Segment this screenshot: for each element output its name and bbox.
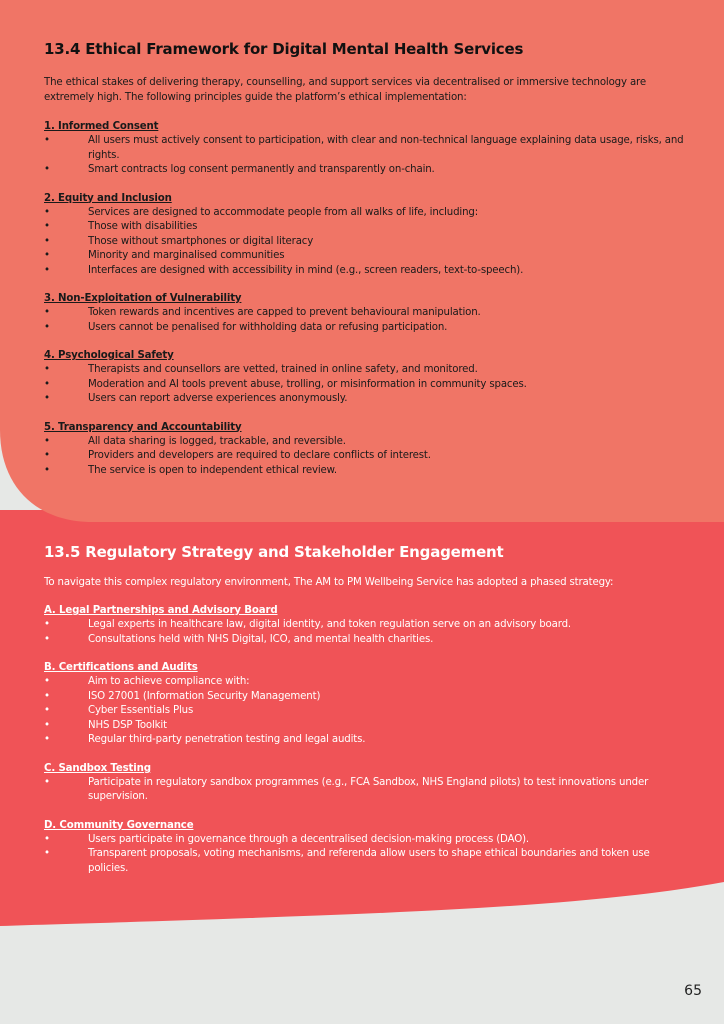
list-item: • NHS DSP Toolkit (44, 719, 684, 734)
list-item: • Users cannot be penalised for withholding data or refusing participation. (44, 321, 684, 336)
list-item: • Users participate in governance through a decentralised decision-making process (DAO). (44, 833, 684, 848)
principle-block (44, 292, 684, 335)
strategy-block (44, 762, 684, 805)
list-item: • Users can report adverse experiences anonymously. (44, 392, 684, 407)
principle-block (44, 120, 684, 178)
list-item: • ISO 27001 (Information Security Management) (44, 690, 684, 705)
list-item: • Consultations held with NHS Digital, ICO, and mental health charities. (44, 633, 684, 648)
section-13-5-title: 13.5 Regulatory Strategy and Stakeholder Engagement (44, 543, 504, 561)
principle-block (44, 421, 684, 479)
section-13-4-intro: The ethical stakes of delivering therapy, counselling, and support services via decentralised or immersive technology are extremely high. The following principles guide the platform’s ethical implementation: (44, 77, 646, 103)
principle-heading: 2. Equity and Inclusion (44, 192, 172, 204)
list-item: • Transparent proposals, voting mechanisms, and referenda allow users to shape ethical boundaries and token use policies. (44, 847, 684, 876)
strategy-block (44, 819, 684, 877)
principle-list (44, 363, 684, 407)
list-item: • Participate in regulatory sandbox programmes (e.g., FCA Sandbox, NHS England pilots) to test innovations under supervision. (44, 776, 684, 805)
list-item: • Legal experts in healthcare law, digital identity, and token regulation serve on an advisory board. (44, 618, 684, 633)
principle-list (44, 435, 684, 479)
list-item: • Providers and developers are required to declare conflicts of interest. (44, 449, 684, 464)
principle-heading: 3. Non-Exploitation of Vulnerability (44, 293, 242, 304)
list-item: • Aim to achieve compliance with: (44, 675, 684, 690)
list-item: • All users must actively consent to participation, with clear and non-technical language explaining data usage, risks, and rights. (44, 134, 684, 163)
list-item: • Regular third-party penetration testing and legal audits. (44, 733, 684, 748)
strategy-heading: C. Sandbox Testing (44, 762, 151, 774)
principle-heading: 5. Transparency and Accountability (44, 421, 242, 433)
principle-heading: 4. Psychological Safety (44, 350, 174, 361)
principle-block (44, 349, 684, 407)
list-item: • Token rewards and incentives are capped to prevent behavioural manipulation. (44, 306, 684, 321)
principle-list (44, 134, 684, 178)
list-item: • Therapists and counsellors are vetted, trained in online safety, and monitored. (44, 363, 684, 378)
strategy-heading: D. Community Governance (44, 819, 194, 831)
principle-block (44, 192, 684, 279)
strategy-block (44, 604, 684, 647)
list-item: • Services are designed to accommodate people from all walks of life, including: (44, 206, 684, 221)
strategy-block (44, 661, 684, 748)
strategy-heading: B. Certifications and Audits (44, 662, 198, 673)
list-item: • Interfaces are designed with accessibility in mind (e.g., screen readers, text-to-speech). (44, 264, 684, 279)
list-item: • Moderation and AI tools prevent abuse, trolling, or misinformation in community spaces. (44, 378, 684, 393)
list-item: • All data sharing is logged, trackable, and reversible. (44, 435, 684, 450)
list-item: • Minority and marginalised communities (44, 249, 684, 264)
principle-heading: 1. Informed Consent (44, 121, 159, 132)
section-13-4-title: 13.4 Ethical Framework for Digital Mental Health Services (44, 40, 524, 58)
page-number: 65 (684, 983, 702, 999)
section-13-5-intro: To navigate this complex regulatory environment, The AM to PM Wellbeing Service has adopted a phased strategy: (44, 577, 614, 588)
principle-list (44, 306, 684, 335)
strategy-list (44, 618, 684, 647)
section-13-5 (44, 543, 684, 876)
strategy-list (44, 675, 684, 748)
list-item: • The service is open to independent ethical review. (44, 464, 684, 479)
strategy-list (44, 776, 684, 805)
list-item: • Cyber Essentials Plus (44, 704, 684, 719)
list-item: • Smart contracts log consent permanently and transparently on-chain. (44, 163, 684, 178)
strategy-heading: A. Legal Partnerships and Advisory Board (44, 605, 278, 616)
list-item: • Those without smartphones or digital literacy (44, 235, 684, 250)
list-item: • Those with disabilities (44, 220, 684, 235)
section-13-4 (44, 40, 684, 478)
strategy-list (44, 833, 684, 877)
principle-list (44, 206, 684, 279)
